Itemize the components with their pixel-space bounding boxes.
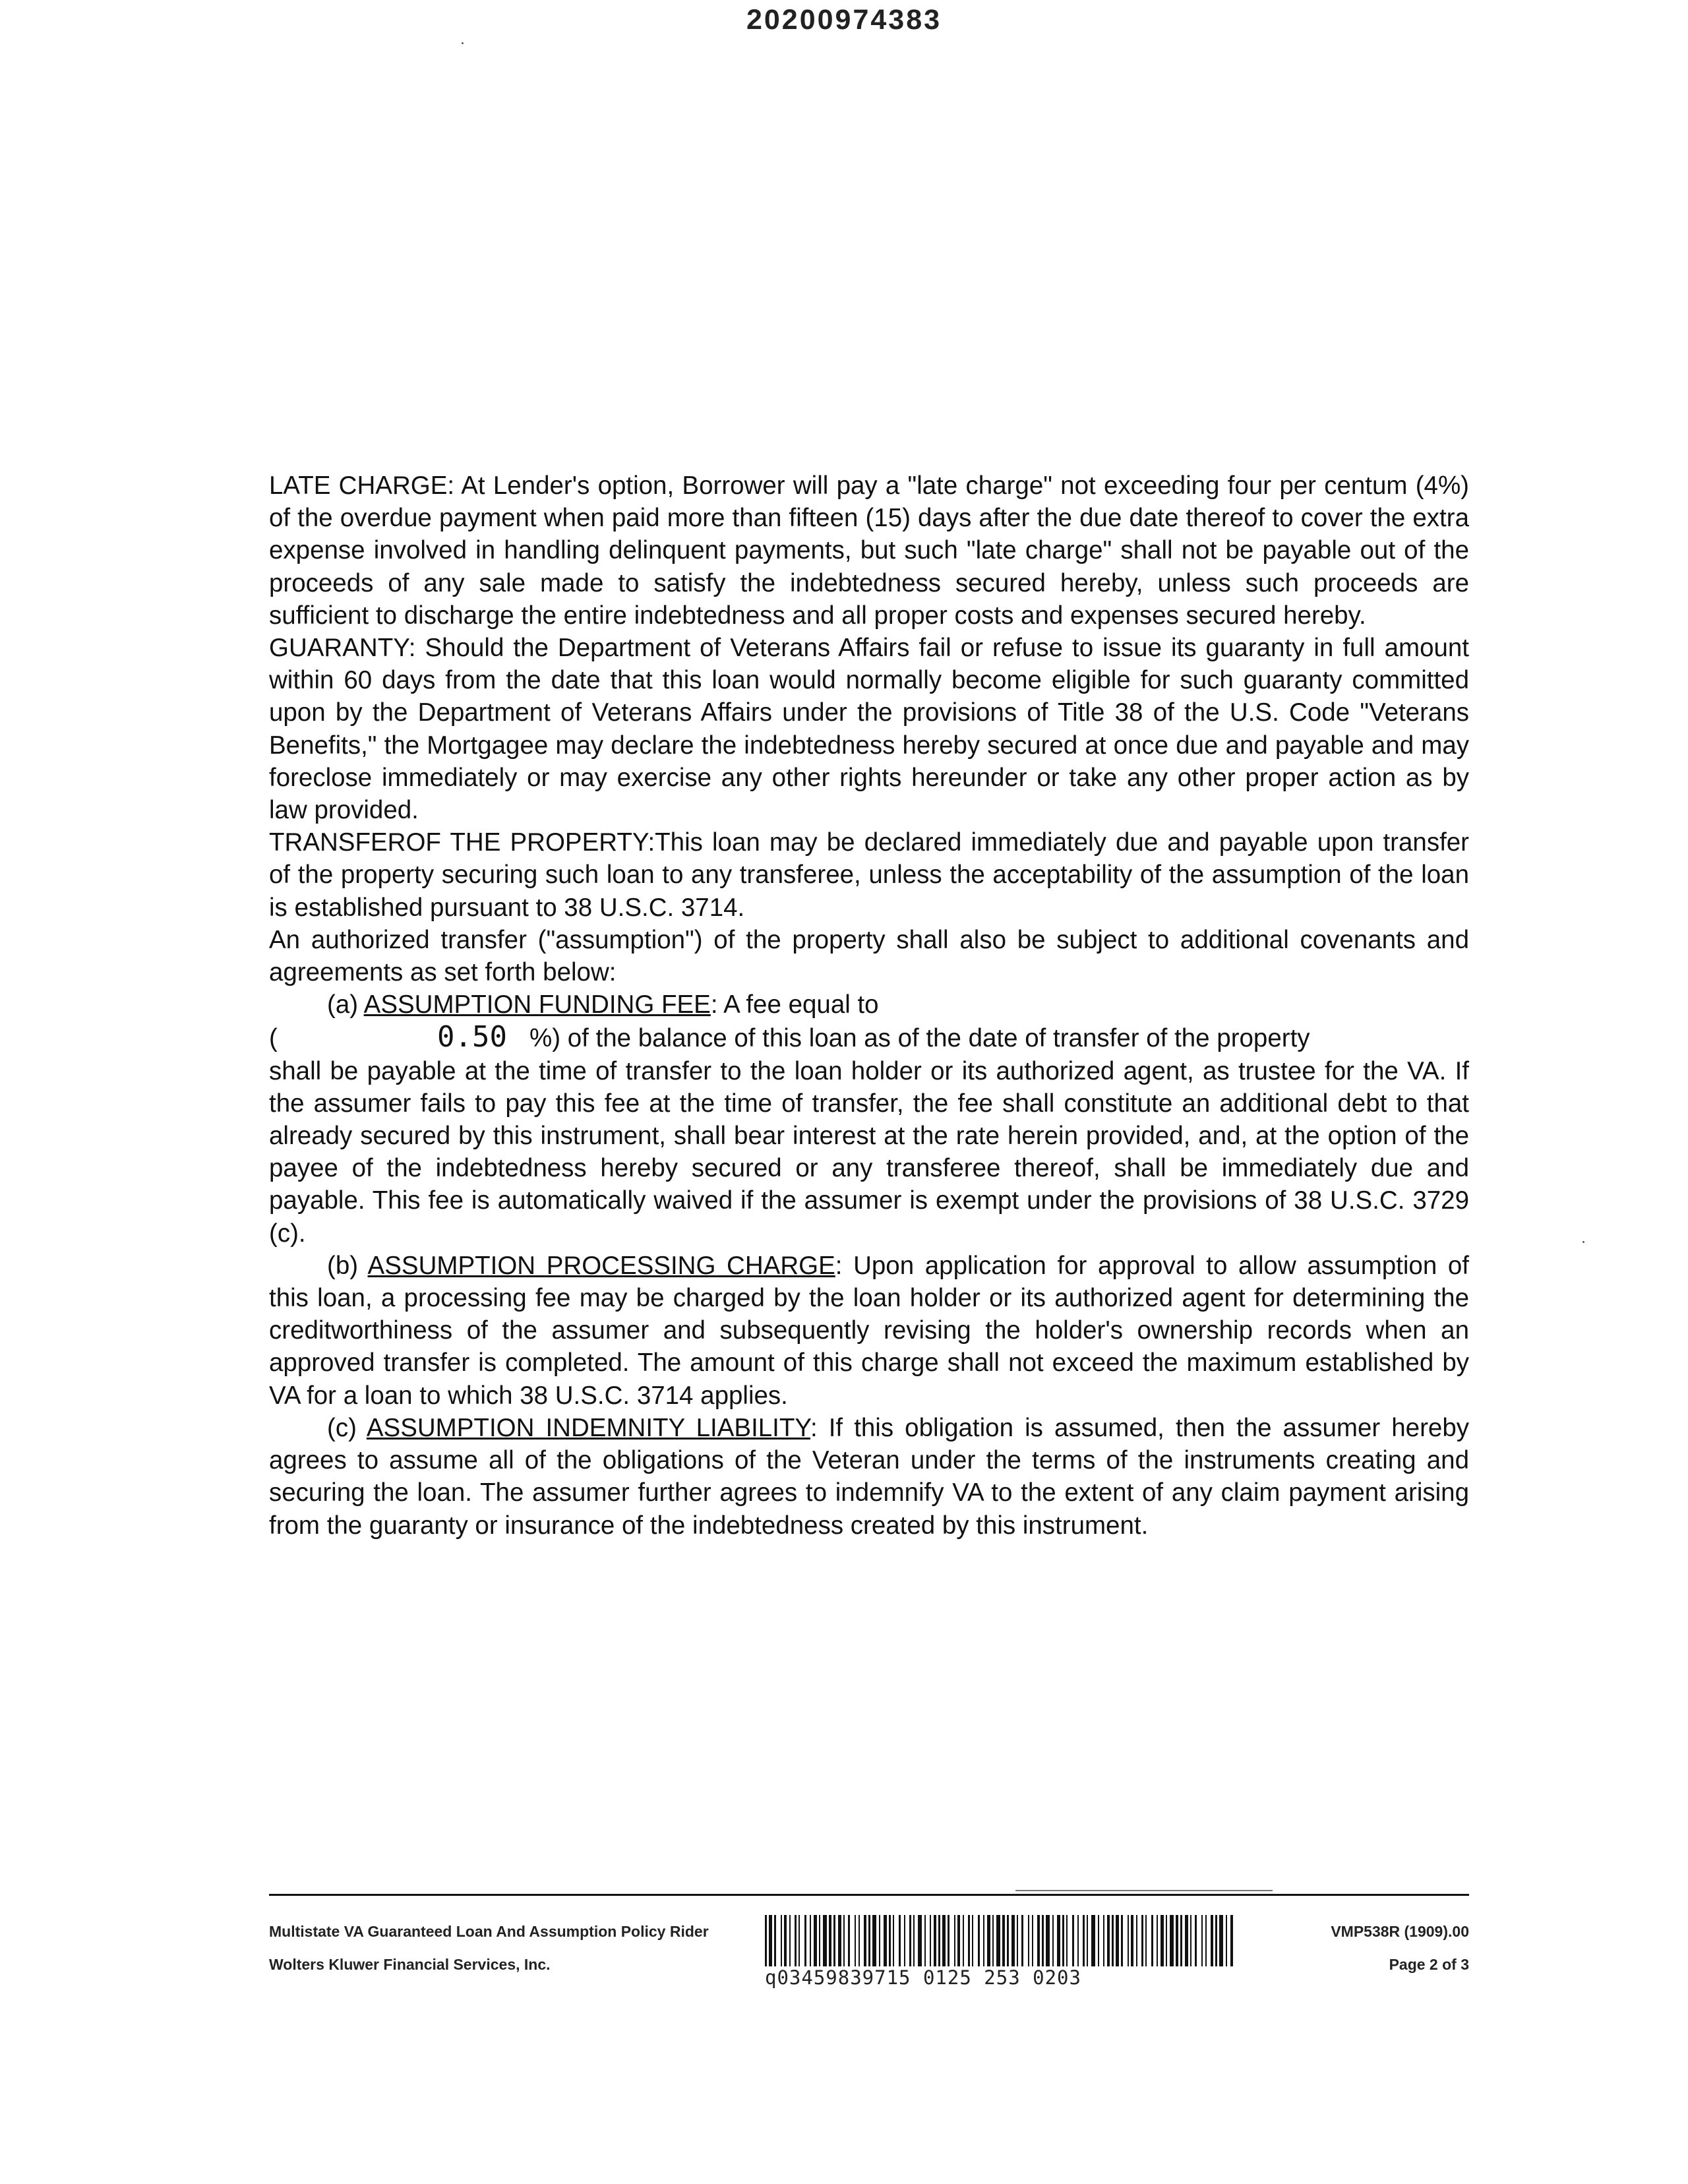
barcode-bar [1195, 1915, 1197, 1966]
barcode-bar [1032, 1915, 1033, 1966]
funding-fee-heading: ASSUMPTION FUNDING FEE [363, 990, 711, 1019]
barcode-bar [1062, 1915, 1064, 1966]
publisher: Wolters Kluwer Financial Services, Inc. [269, 1956, 551, 1973]
processing-charge-paragraph [269, 1250, 1469, 1412]
barcode-bar [938, 1915, 940, 1966]
barcode-bar [963, 1915, 964, 1966]
barcode-bar [893, 1915, 894, 1966]
barcode-bar [1091, 1915, 1095, 1966]
indemnity-liability-text: : If this obligation is assumed, then the assumer hereby agrees to assume all of the obligations of the Veteran under the terms of the instruments creating and securing the loan. The assumer further agrees to indemnify VA to the extent of any claim payment arising from the guaranty or insurance of the indebtedness created by this instrument. [269, 1413, 1469, 1540]
scan-speck [1582, 1241, 1584, 1243]
barcode-bar [868, 1915, 870, 1966]
barcode-bar [904, 1915, 905, 1966]
footer-left [269, 1915, 709, 1981]
authorized-transfer-paragraph: An authorized transfer ("assumption") of the property shall also be subject to additional covenants and agreements as set forth below: [269, 925, 1469, 987]
barcode-bar [823, 1915, 827, 1966]
barcode-bar [872, 1915, 876, 1966]
barcode-bar [978, 1915, 980, 1966]
barcode-bar [1037, 1915, 1040, 1966]
barcode-bar [1042, 1915, 1044, 1966]
funding-fee-value: 0.50 [437, 1020, 507, 1054]
barcode-bar [1007, 1915, 1009, 1966]
barcode-bar [934, 1915, 936, 1966]
barcode-bar [799, 1915, 800, 1966]
barcode-bar [884, 1915, 887, 1966]
barcode-bar [1151, 1915, 1153, 1966]
barcode-bar [930, 1915, 931, 1966]
processing-charge-text: : Upon application for approval to allow assumption of this loan, a processing fee may be charged by the loan holder or its authorized agent for determining the creditworthiness of the assumer and subsequently revising the holder's ownership records when an approved transfer is completed. The amount of this charge shall not exceed the maximum established by VA for a loan to which 38 U.S.C. 3714 applies. [269, 1251, 1469, 1410]
indemnity-liability-paragraph [269, 1412, 1469, 1542]
barcode-bar [918, 1915, 922, 1966]
barcode-bar [1112, 1915, 1114, 1966]
barcode-bar [789, 1915, 791, 1966]
item-c-prefix: (c) [327, 1413, 367, 1442]
barcode-bar [810, 1915, 811, 1966]
barcode-bar [1098, 1915, 1099, 1966]
rider-body [269, 470, 1469, 1542]
barcode-bar [879, 1915, 880, 1966]
funding-fee-heading-line [269, 988, 1469, 1021]
barcode-bar [814, 1915, 817, 1966]
barcode-bar [833, 1915, 835, 1966]
barcode-bar [1185, 1915, 1188, 1966]
barcode-bar [1141, 1915, 1143, 1966]
barcode-bar [913, 1915, 915, 1966]
barcode-bar [968, 1915, 970, 1966]
barcode-bar [804, 1915, 806, 1966]
footer-rule [269, 1894, 1469, 1896]
funding-fee-rate-line [269, 1021, 1469, 1054]
barcode-bar [1116, 1915, 1119, 1966]
barcode-bar [1052, 1915, 1054, 1966]
barcode-bar [889, 1915, 891, 1966]
barcode-bar [838, 1915, 841, 1966]
barcode-graphic [765, 1915, 1233, 1966]
barcode-bar [784, 1915, 787, 1966]
barcode-bar [1057, 1915, 1060, 1966]
processing-charge-heading: ASSUMPTION PROCESSING CHARGE [367, 1251, 835, 1280]
barcode-bar [769, 1915, 772, 1966]
form-title: Multistate VA Guaranteed Loan And Assumption Policy Rider [269, 1923, 709, 1940]
barcode-bar [1083, 1915, 1085, 1966]
barcode-bar [954, 1915, 955, 1966]
barcode-bar [1046, 1915, 1050, 1966]
form-code: VMP538R (1909).00 [1331, 1923, 1469, 1940]
late-charge-paragraph: LATE CHARGE: At Lender's option, Borrower will pay a "late charge" not exceeding four per centum (4%) of the overdue payment when paid more than fifteen (15) days after the due date thereof to cover the extra expense involved in handling delinquent payments, but such "late charge" shall not be payable out of the proceeds of any sale made to satisfy the indebtedness secured hereby, unless such proceeds are sufficient to discharge the entire indebtedness and all proper costs and expenses secured hereby. [269, 471, 1469, 630]
barcode-bar [992, 1915, 994, 1966]
barcode-bar [1160, 1915, 1164, 1966]
barcode-bar [795, 1915, 797, 1966]
barcode-bar [765, 1915, 767, 1966]
funding-fee-paragraph: shall be payable at the time of transfer to the loan holder or its authorized agent, as trustee for the VA. If the assumer fails to pay this fee at the time of transfer, the fee shall constitute an additional debt to that already secured by this instrument, shall bear interest at the rate herein provided, and, at the option of the payee of the indebtedness hereby secured or any transferee thereof, shall be immediately due and payable. This fee is automatically waived if the assumer is exempt under the provisions of 38 U.S.C. 3729 (c). [269, 1056, 1469, 1248]
item-a-prefix: (a) [327, 990, 364, 1019]
barcode-bar [1087, 1915, 1088, 1966]
barcode-bar [1011, 1915, 1015, 1966]
funding-fee-intro: : A fee equal to [710, 990, 879, 1019]
barcode-bar [1066, 1915, 1068, 1966]
barcode-bar [1131, 1915, 1133, 1966]
barcode-bar [859, 1915, 860, 1966]
indemnity-liability-heading: ASSUMPTION INDEMNITY LIABILITY [366, 1413, 810, 1442]
barcode-bar [1166, 1915, 1167, 1966]
barcode-bar [774, 1915, 776, 1966]
barcode-bar [987, 1915, 990, 1966]
barcode-bar [1136, 1915, 1137, 1966]
barcode-number: q03459839715 0125 253 0203 [765, 1966, 1081, 1989]
barcode-bar [1128, 1915, 1129, 1966]
barcode-bar [819, 1915, 820, 1966]
page-number: Page 2 of 3 [1389, 1956, 1469, 1973]
barcode-bar [899, 1915, 901, 1966]
barcode-bar [948, 1915, 950, 1966]
barcode-bar [1145, 1915, 1147, 1966]
barcode-bar [1107, 1915, 1110, 1966]
guaranty-paragraph: GUARANTY: Should the Department of Veterans Affairs fail or refuse to issue its guaranty in full amount within 60 days from the date that this loan would normally become eligible for such guaranty committed upon by the Department of Veterans Affairs under the provisions of Title 38 of the U.S. Code "Veterans Benefits," the Mortgagee may declare the indebtedness hereby secured at once due and payable and may foreclose immediately or may exercise any other rights hereunder or take any other proper action as by law provided. [269, 634, 1469, 825]
barcode-bar [1180, 1915, 1182, 1966]
barcode-bar [1072, 1915, 1074, 1966]
barcode-bar [1157, 1915, 1158, 1966]
barcode-bar [1017, 1915, 1018, 1966]
barcode-bar [781, 1915, 782, 1966]
barcode-bar [972, 1915, 973, 1966]
barcode-bar [909, 1915, 911, 1966]
barcode-bar [957, 1915, 960, 1966]
barcode-bar [942, 1915, 946, 1966]
barcode-bar [1176, 1915, 1178, 1966]
fee-open-paren: ( [269, 1024, 278, 1053]
barcode-bar [1002, 1915, 1005, 1966]
transfer-paragraph: TRANSFEROF THE PROPERTY:This loan may be declared immediately due and payable upon transfer of the property securing such loan to any transferee, unless the acceptability of the assumption of the loan is established pursuant to 38 U.S.C. 3714. [269, 828, 1469, 922]
barcode-bar [1028, 1915, 1029, 1966]
barcode-bar [1170, 1915, 1174, 1966]
funding-fee-rate-text: %) of the balance of this loan as of the date of transfer of the property [529, 1024, 1310, 1053]
item-b-prefix: (b) [327, 1251, 368, 1280]
barcode-bar [848, 1915, 850, 1966]
barcode-bar [1201, 1915, 1203, 1966]
barcode-bar [1121, 1915, 1123, 1966]
barcode-bar [829, 1915, 831, 1966]
scan-speck [462, 42, 464, 44]
barcode-bar [983, 1915, 984, 1966]
barcode-bar [843, 1915, 845, 1966]
barcode-bar [1190, 1915, 1191, 1966]
barcode-bar [1021, 1915, 1023, 1966]
document-number: 20200974383 [746, 4, 942, 36]
barcode-bar [924, 1915, 926, 1966]
barcode-bar [1077, 1915, 1079, 1966]
barcode-bar [1103, 1915, 1104, 1966]
footer-faint-rule [1015, 1890, 1273, 1891]
barcode-bar [855, 1915, 856, 1966]
footer-right [1207, 1915, 1469, 1981]
barcode-bar [864, 1915, 866, 1966]
barcode-bar [996, 1915, 1000, 1966]
